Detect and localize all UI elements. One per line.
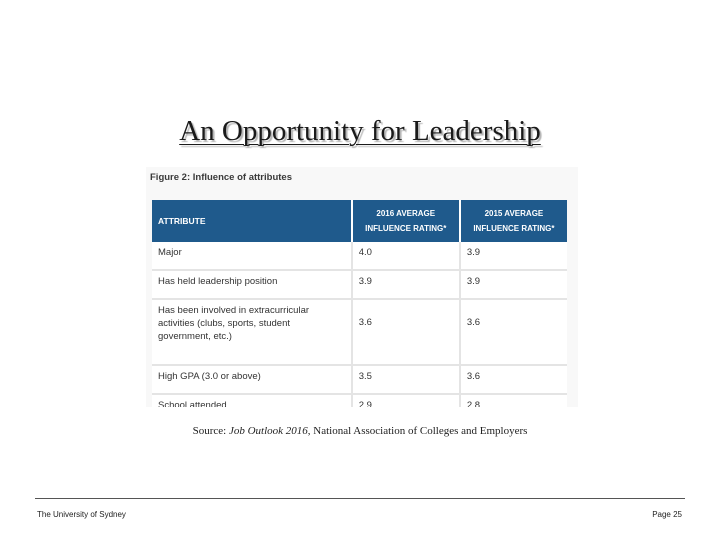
rating-2016-cell: 3.5	[352, 365, 460, 394]
footer-divider	[35, 498, 685, 499]
table-row	[152, 365, 567, 394]
header-attribute: ATTRIBUTE	[152, 200, 352, 242]
table-row	[152, 270, 567, 299]
table-row	[152, 299, 567, 365]
attribute-cell: School attended	[152, 394, 352, 407]
rating-2015-cell: 3.9	[460, 242, 567, 270]
header-2015-rating: 2015 AVERAGE INFLUENCE RATING*	[460, 200, 567, 242]
header-2016-rating: 2016 AVERAGE INFLUENCE RATING*	[352, 200, 460, 242]
table-row	[152, 394, 567, 407]
table-row	[152, 242, 567, 270]
source-prefix: Source:	[192, 425, 229, 437]
rating-2016-cell: 2.9	[352, 394, 460, 407]
attribute-cell: Major	[152, 242, 352, 270]
rating-2015-cell: 3.6	[460, 299, 567, 365]
rating-2016-cell: 4.0	[352, 242, 460, 270]
rating-2015-cell: 2.8	[460, 394, 567, 407]
rating-2016-cell: 3.9	[352, 270, 460, 299]
page-number: Page 25	[652, 510, 682, 519]
source-suffix: , National Association of Colleges and Employers	[307, 425, 528, 437]
attribute-cell: High GPA (3.0 or above)	[152, 365, 352, 394]
attribute-cell: Has held leadership position	[152, 270, 352, 299]
attributes-figure	[146, 167, 578, 407]
source-publication: Job Outlook 2016	[228, 425, 308, 437]
attributes-table	[152, 200, 567, 407]
rating-2016-cell: 3.6	[352, 299, 460, 365]
footer-institution: The University of Sydney	[37, 510, 126, 519]
table-header-row	[152, 200, 567, 242]
slide-title: An Opportunity for Leadership	[179, 115, 541, 147]
rating-2015-cell: 3.9	[460, 270, 567, 299]
attribute-cell: Has been involved in extracurricular activities (clubs, sports, student government, etc.)	[152, 299, 352, 365]
rating-2015-cell: 3.6	[460, 365, 567, 394]
figure-caption: Figure 2: Influence of attributes	[150, 172, 292, 183]
source-citation	[0, 425, 720, 437]
